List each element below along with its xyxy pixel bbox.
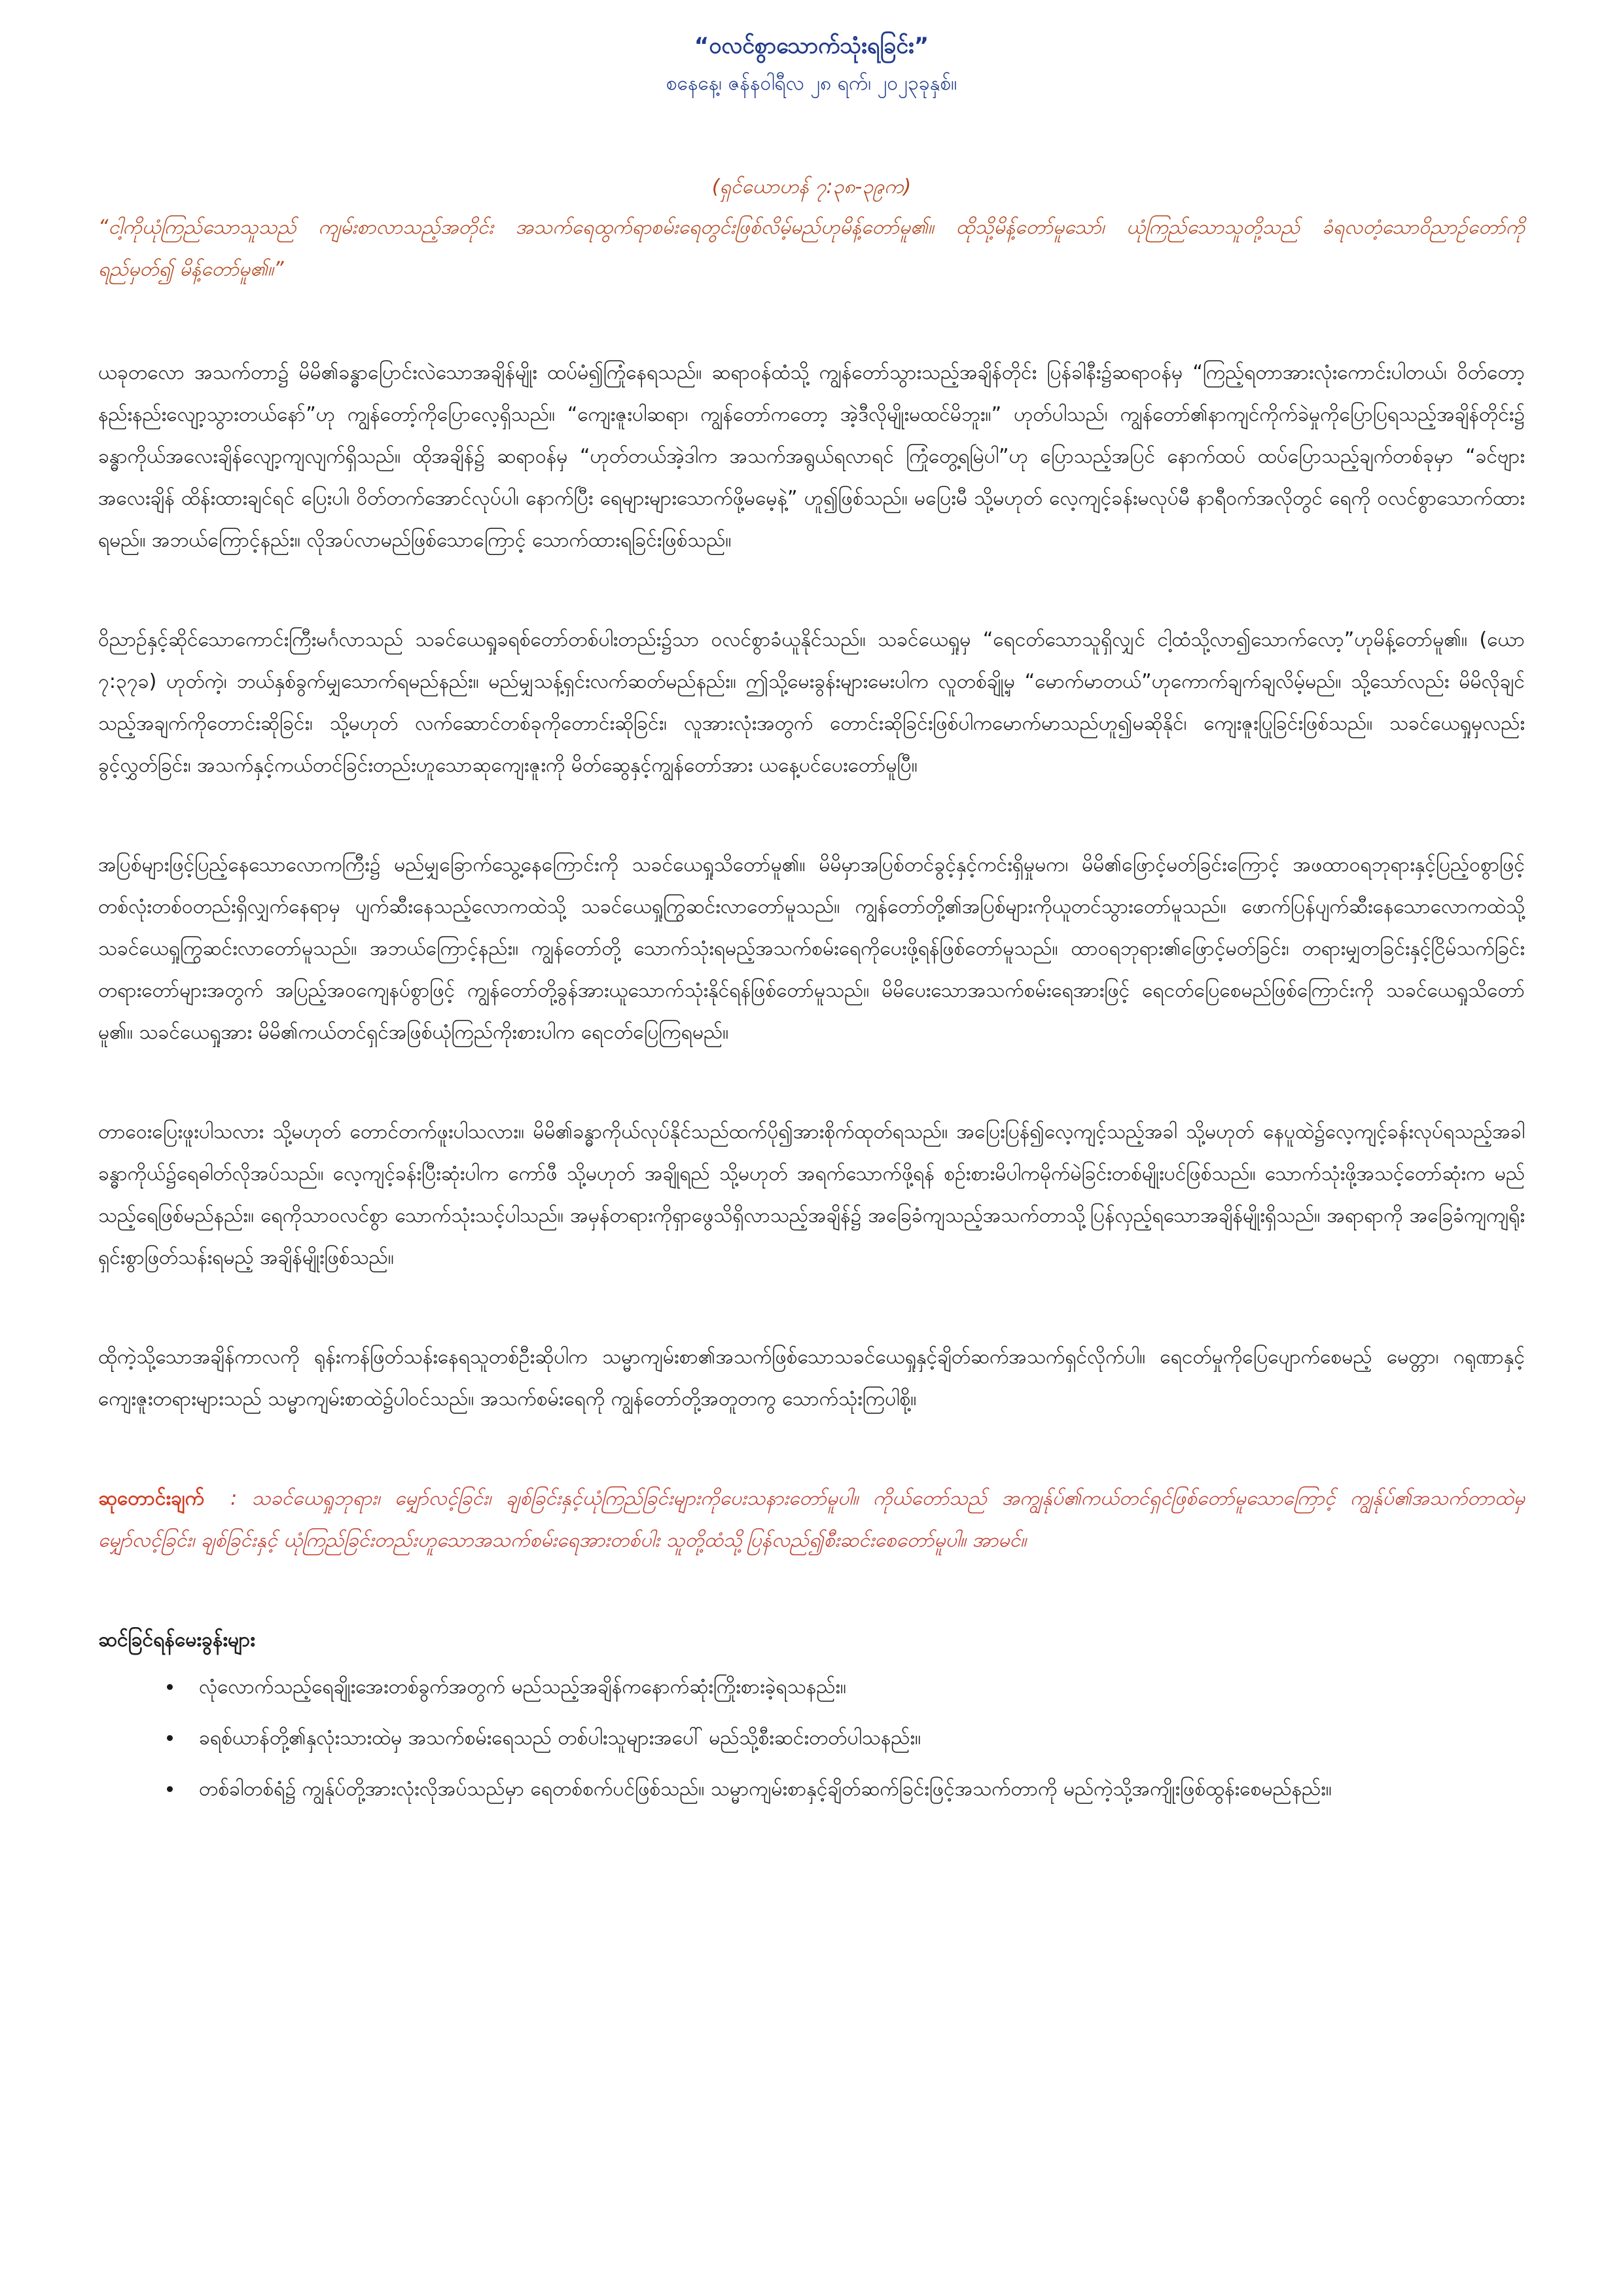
prayer-block [98, 1478, 1525, 1562]
devotional-title: “ဝလင်စွာသောက်သုံးရခြင်း” [694, 33, 929, 59]
body-paragraph-3: အပြစ်များဖြင့်ပြည့်နေသောလောကကြီး၌ မည်မျှခြောက်သွေ့နေကြောင်းကို သခင်ယေရှုသိတော်မူ၏။ မိမိမှာအပြစ်တင်ခွင့်နှင့်ကင်းရှိမှုမက၊ မိမိ၏ဖြောင့်မတ်ခြင်းကြောင့် အဖထာဝရဘုရားနှင့်ပြည့်ဝစွာဖြင့်တစ်လုံးတစ်ဝတည်းရှိလျှက်နေရာမှ ပျက်ဆီးနေသည့်လောကထဲသို့ သခင်ယေရှုကြွဆင်းလာတော်မူသည်။ ကျွန်တော်တို့၏အပြစ်များကိုယူတင်သွားတော်မူသည်။ ဖောက်ပြန်ပျက်ဆီးနေသောလောကထဲသို့ သခင်ယေရှုကြွဆင်းလာတော်မူသည်။ အဘယ်ကြောင့်နည်း။ ကျွန်တော်တို့ သောက်သုံးရမည့်အသက်စမ်းရေကိုပေးဖို့ရန်ဖြစ်တော်မူသည်။ ထာဝရဘုရား၏ဖြောင့်မတ်ခြင်း၊ တရားမျှတခြင်းနှင့်ငြိမ်သက်ခြင်းတရားတော်များအတွက် အပြည့်အဝကျေနပ်စွာဖြင့် ကျွန်တော်တို့ခွန်အားယူသောက်သုံးနိုင်ရန်ဖြစ်တော်မူသည်။ မိမိပေးသောအသက်စမ်းရေအားဖြင့် ရေငတ်ပြေစေမည်ဖြစ်ကြောင်းကို သခင်ယေရှုသိတော်မူ၏။ သခင်ယေရှုအား မိမိ၏ကယ်တင်ရှင်အဖြစ်ယုံကြည်ကိုးစားပါက ရေငတ်ပြေကြရမည်။ [98, 853, 1525, 1044]
devotional-date: စနေနေ့၊ ဇန်နဝါရီလ ၂၈ ရက်၊ ၂၀၂၃ခုနှစ်။ [666, 72, 957, 95]
body-paragraph-5: ထိုကဲ့သို့သောအချိန်ကာလကို ရုန်းကန်ဖြတ်သန်းနေရသူတစ်ဦးဆိုပါက သမ္မာကျမ်းစာ၏အသက်ဖြစ်သောသခင်ယေရှုနှင့်ချိတ်ဆက်အသက်ရှင်လိုက်ပါ။ ရေငတ်မှုကိုပြေပျောက်စေမည့် မေတ္တာ၊ ဂရုဏာနှင့်ကျေးဇူးတရားများသည် သမ္မာကျမ်းစာထဲ၌ပါဝင်သည်။ အသက်စမ်းရေကို ကျွန်တော်တို့အတူတကွ သောက်သုံးကြပါစို့။ [98, 1346, 1525, 1410]
body-paragraph-1: ယခုတလော အသက်တာ၌ မိမိ၏ခန္ဓာပြောင်းလဲသောအချိန်မျိုး ထပ်မံ၍ကြုံနေရသည်။ ဆရာဝန်ထံသို့ ကျွန်တော်သွားသည့်အချိန်တိုင်း ပြန်ခါနီး၌ဆရာဝန်မှ “ကြည့်ရတာအားလုံးကောင်းပါတယ်၊ ဝိတ်တော့နည်းနည်းလျော့သွားတယ်နော်”ဟု ကျွန်တော့်ကိုပြောလေ့ရှိသည်။ “ကျေးဇူးပါဆရာ၊ ကျွန်တော်ကတော့ အဲ့ဒီလိုမျိုးမထင်မိဘူး။” ဟုတ်ပါသည်၊ ကျွန်တော်၏နာကျင်ကိုက်ခဲမှုကိုပြောပြရသည့်အချိန်တိုင်း၌ ခန္ဓာကိုယ်အလေးချိန်လျော့ကျလျက်ရှိသည်။ ထိုအချိန်၌ ဆရာဝန်မှ “ဟုတ်တယ်အဲ့ဒါက အသက်အရွယ်ရလာရင် ကြုံတွေ့ရမြဲပါ”ဟု ပြောသည့်အပြင် နောက်ထပ် ထပ်ပြောသည့်ချက်တစ်ခုမှာ “ခင်ဗျားအလေးချိန် ထိန်းထားချင်ရင် ပြေးပါ၊ ဝိတ်တက်အောင်လုပ်ပါ၊ နောက်ပြီး ရေများများသောက်ဖို့မမေ့နဲ့” ဟူ၍ဖြစ်သည်။ မပြေးမီ သို့မဟုတ် လေ့ကျင့်ခန်းမလုပ်မီ နာရီဝက်အလိုတွင် ရေကို ဝလင်စွာသောက်ထားရမည်။ အဘယ်ကြောင့်နည်း။ လိုအပ်လာမည်ဖြစ်သောကြောင့် သောက်ထားရခြင်းဖြစ်သည်။ [98, 361, 1525, 552]
question-item: • ခရစ်ယာန်တို့၏နှလုံးသားထဲမှ အသက်စမ်းရေသည် တစ်ပါးသူများအပေါ် မည်သို့စီးဆင်းတတ်ပါသနည်း။ [183, 1717, 1525, 1759]
questions-list [98, 1666, 1525, 1810]
question-item: • လုံလောက်သည့်ရေချိုးအေးတစ်ခွက်အတွက် မည်သည့်အချိန်ကနောက်ဆုံးကြိုးစားခဲ့ရသနည်း။ [183, 1666, 1525, 1708]
question-item: • တစ်ခါတစ်ရံ၌ ကျွန်ုပ်တို့အားလုံးလိုအပ်သည်မှာ ရေတစ်စက်ပင်ဖြစ်သည်။ သမ္မာကျမ်းစာနှင့်ချိတ်ဆက်ခြင်းဖြင့်အသက်တာကို မည်ကဲ့သို့အကျိုးဖြစ်ထွန်းစေမည်နည်း။ [183, 1768, 1525, 1810]
scripture-quote: “ငါ့ကိုယုံကြည်သောသူသည် ကျမ်းစာလာသည့်အတိုင်း အသက်ရေထွက်ရာစမ်းရေတွင်းဖြစ်လိမ့်မည်ဟုမိန့်တော်မူ၏။ ထိုသို့မိန့်တော်မူသော်၊ ယုံကြည်သောသူတို့သည် ခံရလတံ့သောဝိညာဉ်တော်ကို ရည်မှတ်၍ မိန့်တော်မူ၏။” [98, 216, 1525, 281]
questions-heading: ဆင်ခြင်ရန်မေးခွန်းများ [98, 1628, 255, 1651]
devotional-page [98, 26, 1525, 1820]
body-paragraph-2: ဝိညာဉ်နှင့်ဆိုင်သောကောင်းကြီးမင်္ဂလာသည် သခင်ယေရှုခရစ်တော်တစ်ပါးတည်း၌သာ ဝလင်စွာခံယူနိုင်သည်။ သခင်ယေရှုမှ “ရေငတ်သောသူရှိလျှင် ငါ့ထံသို့လာ၍သောက်လော့”ဟုမိန့်တော်မူ၏။ (ယော ၇:၃၇ခ) ဟုတ်ကဲ့၊ ဘယ်နှစ်ခွက်မျှသောက်ရမည်နည်း။ မည်မျှသန့်ရှင်းလက်ဆတ်မည်နည်း။ ဤသို့မေးခွန်းများမေးပါက လူတစ်ချို့မှ “မောက်မာတယ်”ဟုကောက်ချက်ချလိမ့်မည်။ သို့သော်လည်း မိမိလိုချင်သည့်အချက်ကိုတောင်းဆိုခြင်း၊ သို့မဟုတ် လက်ဆောင်တစ်ခုကိုတောင်းဆိုခြင်း၊ လူအားလုံးအတွက် တောင်းဆိုခြင်းဖြစ်ပါကမောက်မာသည်ဟူ၍မဆိုနိုင်၊ ကျေးဇူးပြုခြင်းဖြစ်သည်။ သခင်ယေရှုမှလည်း ခွင့်လွှတ်ခြင်း၊ အသက်နှင့်ကယ်တင်ခြင်းတည်းဟူသောဆုကျေးဇူးကို မိတ်ဆွေနှင့်ကျွန်တော်အား ယနေ့ပင်ပေးတော်မူပြီ။ [98, 628, 1525, 777]
body-paragraph-4: တာဝေးပြေးဖူးပါသလား သို့မဟုတ် တောင်တက်ဖူးပါသလား။ မိမိ၏ခန္ဓာကိုယ်လုပ်နိုင်သည်ထက်ပို၍အားစိုက်ထုတ်ရသည်။ အပြေးပြန်၍လေ့ကျင့်သည့်အခါ သို့မဟုတ် နေပူထဲ၌လေ့ကျင့်ခန်းလုပ်ရသည့်အခါ ခန္ဓာကိုယ်၌ရေဓါတ်လိုအပ်သည်။ လေ့ကျင့်ခန်းပြီးဆုံးပါက ကော်ဖီ သို့မဟုတ် အချိုရည် သို့မဟုတ် အရက်သောက်ဖို့ရန် စဉ်းစားမိပါကမိုက်မဲခြင်းတစ်မျိုးပင်ဖြစ်သည်။ သောက်သုံးဖို့အသင့်တော်ဆုံးက မည်သည့်ရေဖြစ်မည်နည်း။ ရေကိုသာဝလင်စွာ သောက်သုံးသင့်ပါသည်။ အမှန်တရားကိုရှာဖွေသိရှိလာသည့်အချိန်၌ အခြေခံကျသည့်အသက်တာသို့ပြန်လှည့်ရသောအချိန်မျိုးရှိသည်။ အရာရာကို အခြေခံကျကျရိုးရှင်းစွာဖြတ်သန်းရမည့် အချိန်မျိုးဖြစ်သည်။ [98, 1121, 1525, 1269]
prayer-text: : သခင်ယေရှုဘုရား၊ မျှော်လင့်ခြင်း၊ ချစ်ခြင်းနှင့်ယုံကြည်ခြင်းများကိုပေးသနားတော်မူပါ။ ကိုယ်တော်သည် အကျွန်ုပ်၏ကယ်တင်ရှင်ဖြစ်တော်မူသောကြောင့် ကျွန်ုပ်၏အသက်တာထဲမှ မျှော်လင့်ခြင်း၊ ချစ်ခြင်းနှင့် ယုံကြည်ခြင်းတည်းဟူသောအသက်စမ်းရေအားတစ်ပါး သူတို့ထံသို့ပြန်လည်၍စီးဆင်းစေတော်မူပါ။ အာမင်။ [98, 1487, 1525, 1552]
scripture-reference: (ရှင်ယောဟန် ၇:၃၈-၃၉က) [711, 175, 912, 198]
prayer-label: ဆုတောင်းချက် [98, 1487, 205, 1510]
